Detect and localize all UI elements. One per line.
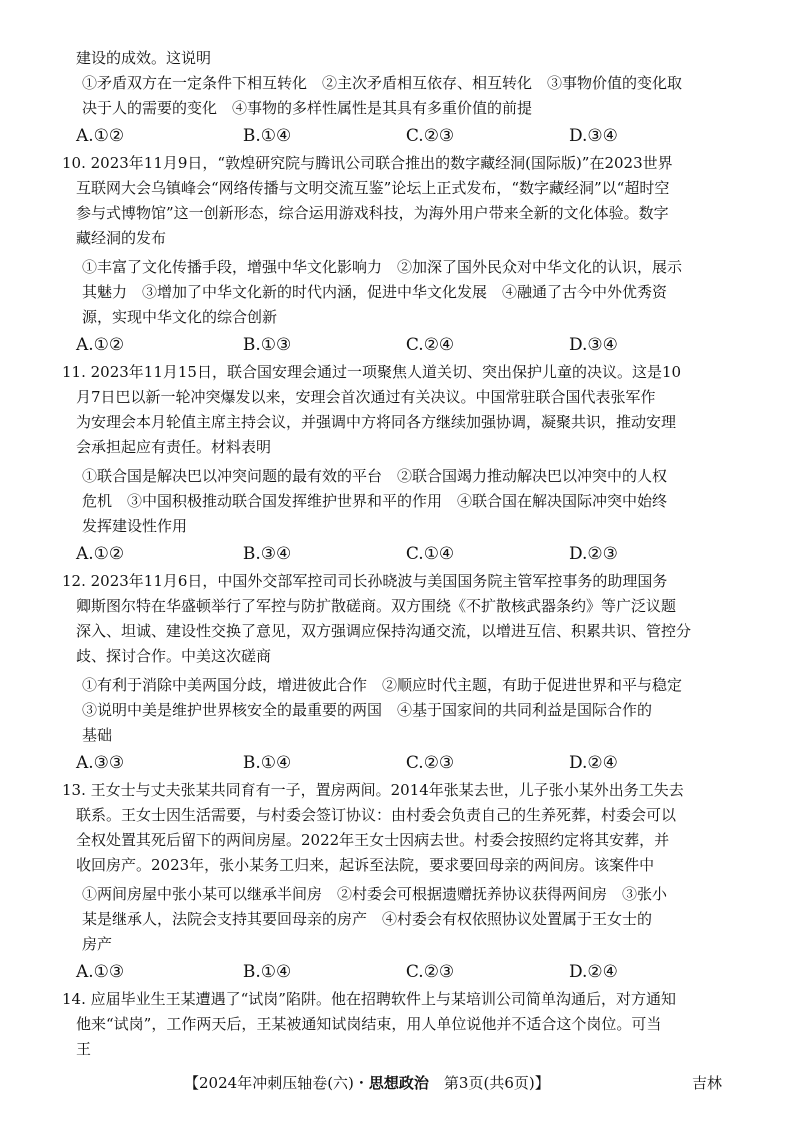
question-stem-line: 藏经洞的发布 bbox=[76, 229, 167, 247]
option-c[interactable]: C.②③ bbox=[405, 753, 455, 773]
answer-options bbox=[76, 959, 732, 985]
question-stem-line: 互联网大会乌镇峰会“网络传播与文明交流互鉴”论坛上正式发布，“数字藏经洞”以“超时空 bbox=[76, 179, 670, 197]
choice-line: 发挥建设性作用 bbox=[82, 517, 188, 535]
question-14 bbox=[62, 987, 732, 1062]
choice-line: 房产 bbox=[82, 935, 113, 953]
choice-line: 危机 ③中国积极推动联合国发挥维护世界和平的作用 ④联合国在解决国际冲突中始终 bbox=[82, 492, 668, 510]
option-a[interactable]: A.①② bbox=[76, 544, 125, 564]
option-b[interactable]: B.①③ bbox=[242, 335, 292, 355]
question-13 bbox=[62, 778, 732, 985]
footer-series: 2024年冲刺压轴卷(六)・ bbox=[199, 1074, 369, 1092]
question-stem-line: 收回房产。2023年，张小某务工归来，起诉至法院，要求要回母亲的两间房。该案件中 bbox=[76, 856, 655, 874]
option-b[interactable]: B.①④ bbox=[242, 753, 292, 773]
question-stem-line: 12. 2023年11月6日，中国外交部军控司司长孙晓波与美国国务院主管军控事务的助理国务 bbox=[62, 572, 668, 590]
question-stem-line: 参与式博物馆”这一创新形态，综合运用游戏科技，为海外用户带来全新的文化体验。数字 bbox=[76, 204, 669, 222]
footer-left-bracket: 【 bbox=[184, 1074, 200, 1092]
option-a[interactable]: A.①③ bbox=[76, 962, 125, 982]
question-stem-line: 14. 应届毕业生王某遭遇了“试岗”陷阱。他在招聘软件上与某培训公司简单沟通后，对方通知 bbox=[62, 990, 676, 1008]
option-c[interactable]: C.②③ bbox=[405, 962, 455, 982]
question-stem-line: 会承担起应有责任。材料表明 bbox=[76, 438, 272, 456]
answer-options bbox=[76, 750, 732, 776]
choice-line: 决于人的需要的变化 ④事物的多样性属性是其具有多重价值的前提 bbox=[82, 99, 533, 117]
option-d[interactable]: D.②③ bbox=[568, 544, 618, 564]
footer-page-number: 第3页(共6页) bbox=[428, 1074, 535, 1092]
question-stem-line: 联系。王女士因生活需要，与村委会签订协议：由村委会负责自己的生养死葬，村委会可以 bbox=[76, 806, 677, 824]
footer-subject: 思想政治 bbox=[368, 1074, 429, 1092]
choice-line: 某是继承人，法院会支持其要回母亲的房产 ④村委会有权依照协议处置属于王女士的 bbox=[82, 910, 653, 928]
choice-line: ①联合国是解决巴以冲突问题的最有效的平台 ②联合国竭力推动解决巴以冲突中的人权 bbox=[82, 467, 668, 485]
answer-options bbox=[76, 123, 732, 149]
question-12 bbox=[62, 569, 732, 776]
choice-line: 其魅力 ③增加了中华文化新的时代内涵，促进中华文化发展 ④融通了古今中外优秀资 bbox=[82, 283, 668, 301]
question-stem-line: 王 bbox=[76, 1040, 92, 1058]
choice-line: ①有利于消除中美两国分歧，增进彼此合作 ②顺应时代主题，有助于促进世界和平与稳定 bbox=[82, 676, 683, 694]
question-stem-line: 11. 2023年11月15日，联合国安理会通过一项聚焦人道关切、突出保护儿童的决议。这是10 bbox=[62, 363, 682, 381]
choice-line: 基础 bbox=[82, 726, 113, 744]
page-footer bbox=[0, 1071, 794, 1095]
question-stem-line: 13. 王女士与丈夫张某共同育有一子，置房两间。2014年张某去世，儿子张小某外出务工失去 bbox=[62, 781, 684, 799]
choice-line: 源，实现中华文化的综合创新 bbox=[82, 308, 278, 326]
answer-options bbox=[76, 332, 732, 358]
option-a[interactable]: A.③③ bbox=[76, 753, 125, 773]
question-stem-line: 他来“试岗”，工作两天后，王某被通知试岗结束，用人单位说他并不适合这个岗位。可当 bbox=[76, 1015, 662, 1033]
option-c[interactable]: C.②④ bbox=[405, 335, 455, 355]
option-c[interactable]: C.①④ bbox=[405, 544, 455, 564]
option-b[interactable]: B.①④ bbox=[242, 126, 292, 146]
option-d[interactable]: D.②④ bbox=[568, 962, 618, 982]
option-a[interactable]: A.①② bbox=[76, 335, 125, 355]
question-stem-line: 为安理会本月轮值主席主持会议，并强调中方将同各方继续加强协调，凝聚共识，推动安理 bbox=[76, 413, 677, 431]
answer-options bbox=[76, 541, 732, 567]
question-stem-line: 全权处置其死后留下的两间房屋。2022年王女士因病去世。村委会按照约定将其安葬，并 bbox=[76, 831, 670, 849]
question-9 bbox=[76, 46, 732, 149]
choice-line: ①丰富了文化传播手段，增强中华文化影响力 ②加深了国外民众对中华文化的认识，展示 bbox=[82, 258, 683, 276]
question-11 bbox=[62, 360, 732, 567]
question-stem-line: 10. 2023年11月9日，“敦煌研究院与腾讯公司联合推出的数字藏经洞(国际版)”在2023世界 bbox=[62, 154, 673, 172]
option-d[interactable]: D.③④ bbox=[568, 335, 618, 355]
question-10 bbox=[62, 151, 732, 358]
option-b[interactable]: B.①④ bbox=[242, 962, 292, 982]
question-stem-line: 建设的成效。这说明 bbox=[76, 49, 212, 67]
option-b[interactable]: B.③④ bbox=[242, 544, 292, 564]
choice-line: ③说明中美是维护世界核安全的最重要的两国 ④基于国家间的共同利益是国际合作的 bbox=[82, 701, 653, 719]
question-stem-line: 歧、探讨合作。中美这次磋商 bbox=[76, 647, 272, 665]
choice-line: ①矛盾双方在一定条件下相互转化 ②主次矛盾相互依存、相互转化 ③事物价值的变化取 bbox=[82, 74, 683, 92]
footer-title bbox=[184, 1071, 550, 1095]
option-a[interactable]: A.①② bbox=[76, 126, 125, 146]
question-stem-line: 深入、坦诚、建设性交换了意见，双方强调应保持沟通交流，以增进互信、积累共识、管控分 bbox=[76, 622, 692, 640]
choice-line: ①两间房屋中张小某可以继承半间房 ②村委会可根据遗赠抚养协议获得两间房 ③张小 bbox=[82, 885, 668, 903]
footer-region: 吉林 bbox=[692, 1074, 723, 1092]
question-stem-line: 月7日巴以新一轮冲突爆发以来，安理会首次通过有关决议。中国常驻联合国代表张军作 bbox=[76, 388, 656, 406]
option-c[interactable]: C.②③ bbox=[405, 126, 455, 146]
option-d[interactable]: D.②④ bbox=[568, 753, 618, 773]
question-stem-line: 卿斯图尔特在华盛顿举行了军控与防扩散磋商。双方围绕《不扩散核武器条约》等广泛议题 bbox=[76, 597, 677, 615]
page-content bbox=[62, 46, 732, 1062]
option-d[interactable]: D.③④ bbox=[568, 126, 618, 146]
footer-right-bracket: 】 bbox=[534, 1074, 550, 1092]
